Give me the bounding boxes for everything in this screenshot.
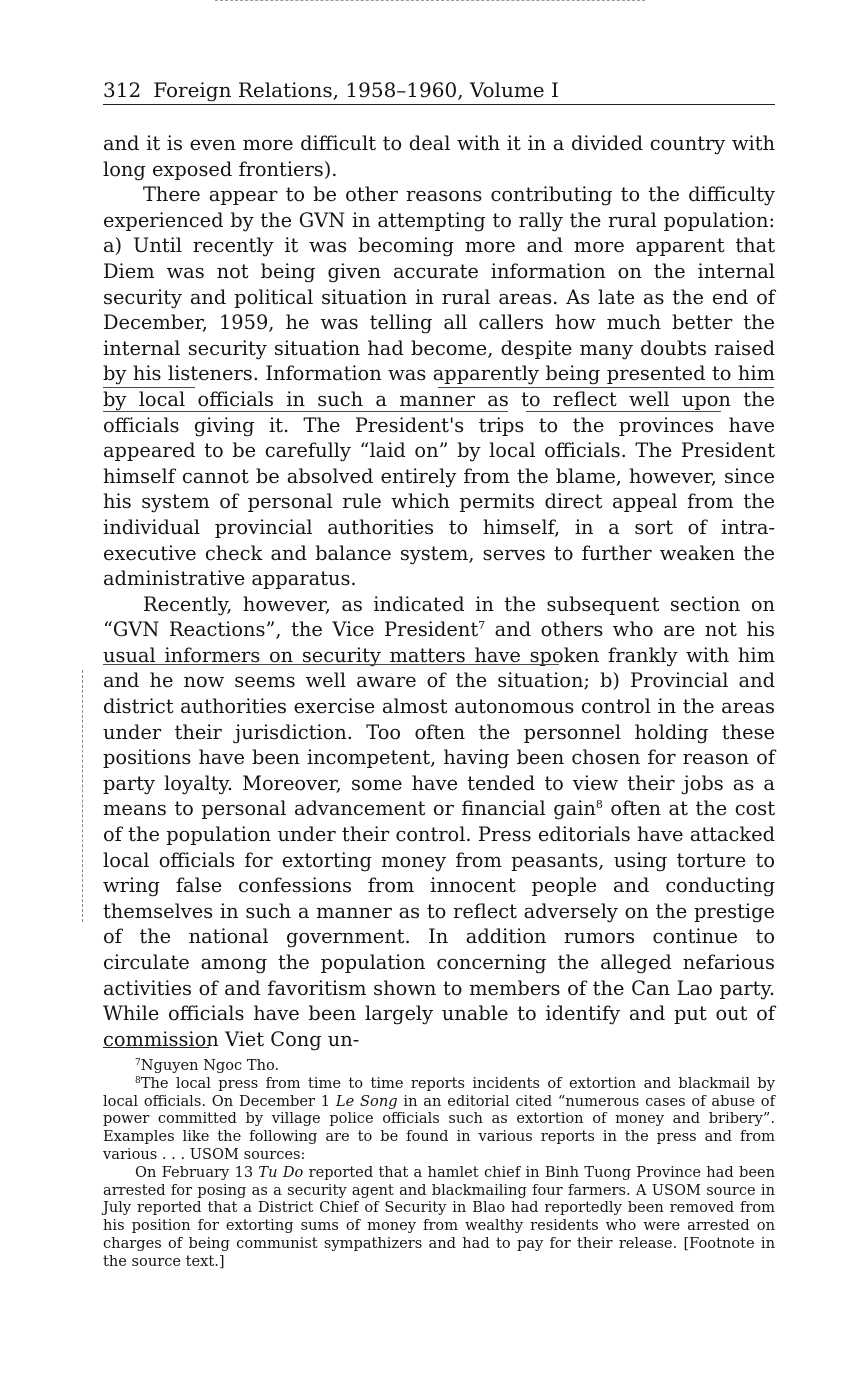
paragraph-1: and it is even more difficult to deal with it in a divided country with long exposed frontiers). <box>103 132 775 181</box>
footnote-8-publication-tu-do: Tu Do <box>258 1163 304 1181</box>
paragraph-3 <box>103 592 775 1053</box>
footnote-ref-7[interactable]: 7 <box>478 619 486 633</box>
footnote-8-text-d: reported that a hamlet chief in Binh Tuong Province had been arrested for posing as a security agent and blackmailing four farmers. A USOM source in July reported that a District Chief of Security in Blao had reportedly been removed from his position for extorting sums of money from wealthy residents who were arrested on charges of being communist sympathizers and had to pay for their release. [Footnote in the source text.] <box>103 1163 776 1270</box>
footnote-8-text-c: On February 13 <box>135 1163 259 1181</box>
footnote-rule <box>103 1047 209 1048</box>
footnote-8-text-a: The local press from time to time reports incidents of extortion and blackmail by local officials. On December 1 <box>103 1074 775 1110</box>
footnote-ref-8[interactable]: 8 <box>595 798 603 812</box>
handwritten-underline-4 <box>526 411 721 412</box>
volume-title: Foreign Relations, 1958–1960, Volume I <box>153 78 559 102</box>
footnote-7-text: Nguyen Ngoc Tho. <box>140 1057 280 1074</box>
footnotes <box>103 1057 775 1271</box>
handwritten-underline-2 <box>438 387 774 388</box>
handwritten-underline-3 <box>103 411 508 412</box>
footnote-8 <box>103 1075 775 1164</box>
paragraph-3-part-b: and others who are not his usual informers on security matters have spoken frankly with him and he now seems well aware of the situation; b) Provincial and district authorities exercise almost autonomous control in the areas under their jurisdiction. Too often the personnel holding these positions have been incompetent, having been chosen for reason of party loyalty. Moreover, some have tended to view their jobs as a means to personal advancement or financial gain <box>103 618 775 821</box>
handwritten-underline-1 <box>103 387 195 388</box>
footnote-8-continued <box>103 1164 775 1271</box>
paragraph-3-part-c: often at the cost of the population under their control. Press editorials have attacked local officials for extorting money from peasants, using torture to wring false confessions from innocent people and conducting themselves in such a manner as to reflect adversely on the prestige of the national government. In addition rumors continue to circulate among the population concerning the alleged nefarious activities of and favoritism shown to members of the Can Lao party. While officials have been largely unable to identify and put out of commission Viet Cong un- <box>103 797 775 1051</box>
paragraph-2: There appear to be other reasons contributing to the difficulty experienced by the GVN in attempting to rally the rural population: a) Until recently it was becoming more and more apparent that Diem was not being given accurate information on the internal security and political situation in rural areas. As late as the end of December, 1959, he was telling all callers how much better the internal security situation had become, despite many doubts raised by his listeners. Information was apparently being presented to him by local officials in such a manner as to reflect well upon the officials giving it. The President's trips to the provinces have appeared to be carefully “laid on” by local officials. The President himself cannot be absolved entirely from the blame, however, since his system of personal rule which permits direct appeal from the individual provincial authorities to himself, in a sort of intra-executive check and balance system, serves to further weaken the administrative apparatus. <box>103 183 775 591</box>
handwritten-underline-5 <box>103 664 559 665</box>
top-edge-rule <box>215 0 645 1</box>
footnote-8-publication-le-song: Le Song <box>335 1092 398 1110</box>
margin-bracket-mark <box>82 670 93 922</box>
footnote-8-mark: 8 <box>135 1075 141 1086</box>
running-head <box>103 76 775 105</box>
paragraph-3-part-a: Recently, however, as indicated in the subsequent section on “GVN Reactions”, the Vice President <box>103 592 775 642</box>
footnote-7-mark: 7 <box>135 1058 141 1068</box>
footnote-7 <box>103 1057 775 1075</box>
body-text <box>103 131 775 1052</box>
page-number: 312 <box>103 78 142 102</box>
footnote-8-text-b: in an editorial cited “numerous cases of abuse of power committed by village police officials such as extortion of money and bribery”. Examples like the following are to be found in various reports in the press and from various . . . USOM sources: <box>103 1092 775 1163</box>
